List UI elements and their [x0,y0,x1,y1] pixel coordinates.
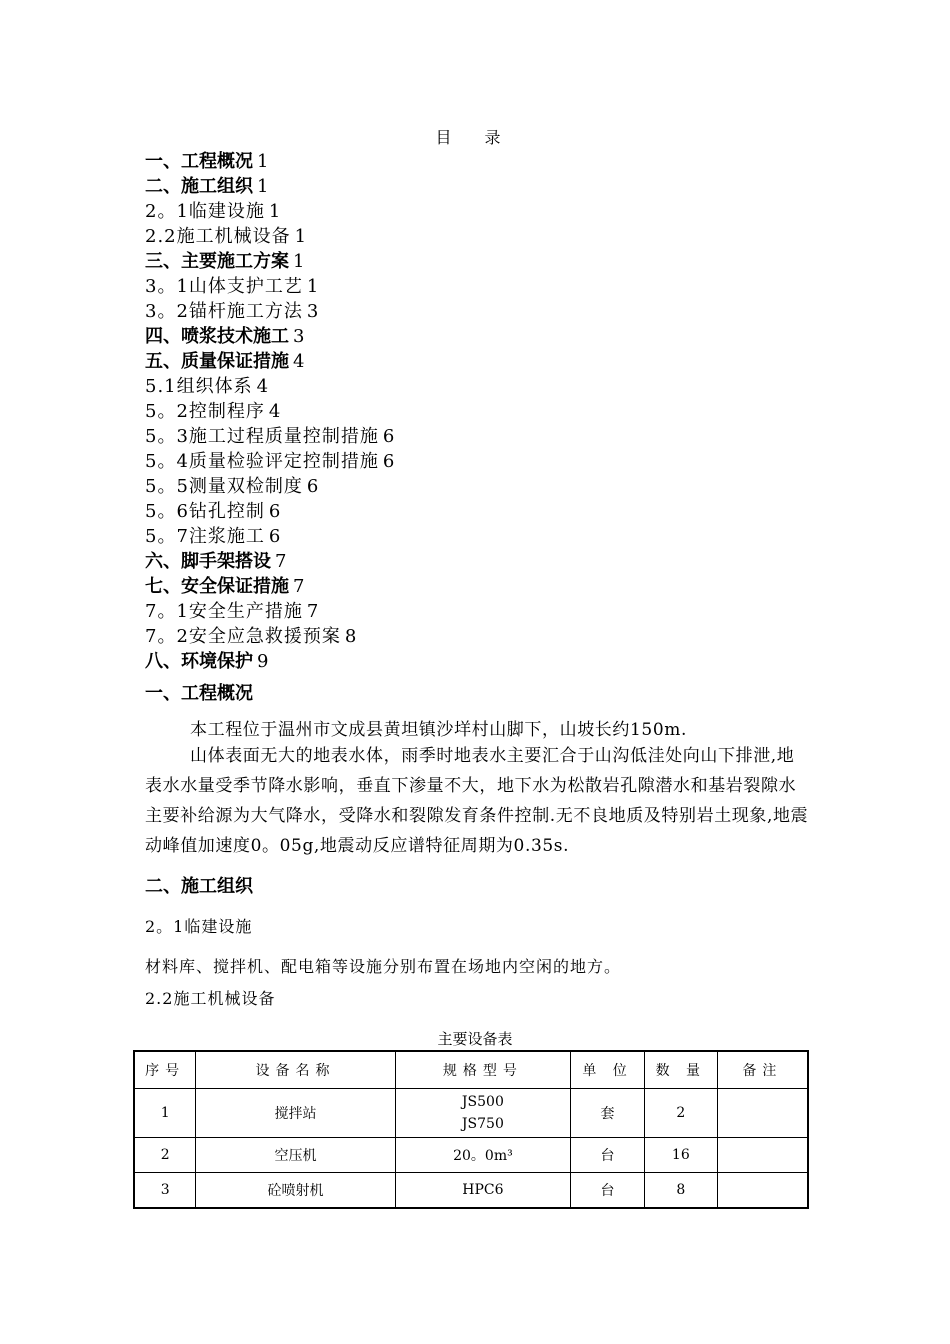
toc-entry[interactable] [145,474,395,499]
section1-paragraph-1: 本工程位于温州市文成县黄坦镇沙垟村山脚下，山坡长约150m. [190,720,687,740]
toc-entry-text: 3。1山体支护工艺 [145,276,303,297]
toc-entry[interactable] [145,524,395,549]
toc-entry-page: 6 [382,451,396,472]
header-qty: 数 量 [644,1051,717,1089]
cell-spec-line: JS750 [461,1116,504,1132]
table-row [134,1173,808,1209]
toc-entry-page: 6 [268,526,282,547]
cell-unit: 套 [571,1089,645,1138]
toc-entry-page: 6 [306,476,320,497]
toc-entry-page: 7 [306,601,320,622]
cell-remark [717,1089,808,1138]
toc-entry-text: 5。3施工过程质量控制措施 [145,426,379,447]
toc-entry-page: 6 [268,501,282,522]
toc-entry-text: 三、主要施工方案 [145,251,289,272]
toc-entry-page: 6 [382,426,396,447]
toc-entry-text: 六、脚手架搭设 [145,551,271,572]
table-header-row [134,1051,808,1089]
toc-entry-page: 9 [257,651,269,672]
toc-entry[interactable] [145,274,395,299]
toc-entry[interactable] [145,449,395,474]
toc-entry[interactable] [145,299,395,324]
table-row [134,1138,808,1173]
toc-entry-page: 1 [257,176,269,197]
toc-entry[interactable] [145,374,395,399]
toc-entry-page: 4 [268,401,282,422]
toc-entry-text: 八、环境保护 [145,651,253,672]
cell-qty: 8 [644,1173,717,1209]
toc-entry-page: 8 [344,626,358,647]
header-spec: 规格型号 [395,1051,570,1089]
toc-entry-page: 7 [275,551,287,572]
toc-entry[interactable] [145,399,395,424]
toc-entry[interactable] [145,574,395,599]
subsection-2-2-heading: 2.2施工机械设备 [145,989,276,1008]
toc-entry-text: 5。6钻孔控制 [145,501,265,522]
cell-no: 1 [134,1089,196,1138]
subsection-2-1-heading: 2。1临建设施 [145,917,253,936]
toc-entry[interactable] [145,499,395,524]
section1-paragraph-2: 山体表面无大的地表水体，雨季时地表水主要汇合于山沟低洼处向山下排泄,地表水水量受季节降水影响，垂直下渗量不大，地下水为松散岩孔隙潜水和基岩裂隙水主要补给源为大气降水，受降水和裂隙发育条件控制.无不良地质及特别岩土现象,地震动峰值加速度0。05g,地震动反应谱特征周期为0.35s. [145,746,809,856]
subsection-2-1-text: 材料库、搅拌机、配电箱等设施分别布置在场地内空闲的地方。 [145,957,622,976]
toc-entry-page: 1 [294,226,308,247]
toc-entry[interactable] [145,199,395,224]
toc-entry-text: 2。1临建设施 [145,201,265,222]
header-remark: 备注 [717,1051,808,1089]
cell-no: 2 [134,1138,196,1173]
toc-entry-page: 3 [306,301,320,322]
section1-heading: 一、工程概况 [145,683,253,704]
cell-spec-line: JS500 [461,1094,504,1110]
toc-entry[interactable] [145,599,395,624]
cell-name: 搅拌站 [196,1089,395,1138]
toc-entry-page: 1 [257,151,269,172]
cell-name: 砼喷射机 [196,1173,395,1209]
toc-entry-page: 1 [306,276,320,297]
cell-spec: HPC6 [395,1173,570,1209]
cell-remark [717,1173,808,1209]
toc-entry-text: 7。1安全生产措施 [145,601,303,622]
cell-name: 空压机 [196,1138,395,1173]
cell-unit: 台 [571,1173,645,1209]
toc-entry-text: 五、质量保证措施 [145,351,289,372]
cell-qty: 16 [644,1138,717,1173]
table-row [134,1089,808,1138]
toc-entry[interactable] [145,174,395,199]
toc-entry-text: 5。2控制程序 [145,401,265,422]
toc-entry[interactable] [145,224,395,249]
table-of-contents [145,149,395,674]
toc-entry-text: 7。2安全应急救援预案 [145,626,341,647]
equipment-table [133,1050,809,1209]
toc-entry-page: 1 [268,201,282,222]
toc-entry-text: 5。5测量双检制度 [145,476,303,497]
cell-spec: 20。0m³ [395,1138,570,1173]
header-no: 序号 [134,1051,196,1089]
toc-entry-text: 5。7注浆施工 [145,526,265,547]
toc-title: 目 录 [435,128,515,147]
toc-entry-page: 3 [293,326,305,347]
toc-entry[interactable] [145,549,395,574]
toc-entry-text: 四、喷浆技术施工 [145,326,289,347]
toc-entry-text: 2.2施工机械设备 [145,226,291,247]
header-unit: 单 位 [571,1051,645,1089]
toc-entry[interactable] [145,624,395,649]
toc-entry-page: 7 [293,576,305,597]
cell-qty: 2 [644,1089,717,1138]
toc-entry[interactable] [145,249,395,274]
toc-entry[interactable] [145,649,395,674]
table-caption: 主要设备表 [437,1030,513,1048]
toc-entry[interactable] [145,149,395,174]
toc-entry[interactable] [145,424,395,449]
cell-remark [717,1138,808,1173]
header-name: 设备名称 [196,1051,395,1089]
toc-entry-page: 4 [256,376,270,397]
section2-heading: 二、施工组织 [145,876,253,897]
toc-entry-text: 七、安全保证措施 [145,576,289,597]
toc-entry-text: 二、施工组织 [145,176,253,197]
toc-entry-page: 4 [293,351,305,372]
toc-entry[interactable] [145,324,395,349]
toc-entry-text: 一、工程概况 [145,151,253,172]
toc-entry-page: 1 [293,251,305,272]
cell-no: 3 [134,1173,196,1209]
cell-unit: 台 [571,1138,645,1173]
toc-entry-text: 5.1组织体系 [145,376,253,397]
toc-entry[interactable] [145,349,395,374]
cell-spec [395,1089,570,1138]
toc-entry-text: 3。2锚杆施工方法 [145,301,303,322]
toc-entry-text: 5。4质量检验评定控制措施 [145,451,379,472]
